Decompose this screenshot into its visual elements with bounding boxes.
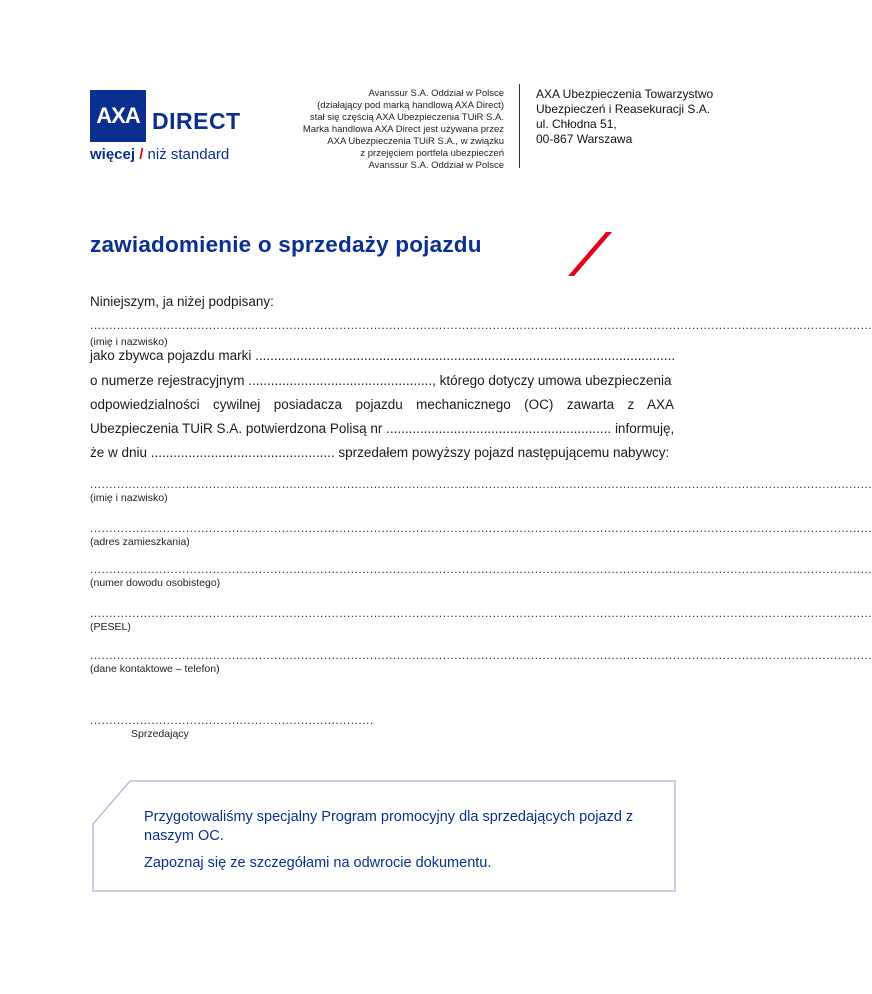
header-divider (519, 84, 520, 168)
intro-text: Niniejszym, ja niżej podpisany: (90, 294, 274, 309)
buyer-name-field[interactable]: ............................................................................................................................................................................................................ (90, 477, 872, 491)
seller-name-caption: (imię i nazwisko) (90, 336, 168, 348)
axa-logo-mark: AXA (90, 90, 146, 142)
buyer-pesel-caption: (PESEL) (90, 621, 131, 633)
document-title: zawiadomienie o sprzedaży pojazdu (90, 232, 482, 257)
policy-number-line[interactable]: Ubezpieczenia TUiR S.A. potwierdzona Polisą nr ............................................................ informuję, (90, 421, 675, 436)
buyer-phone-caption: (dane kontaktowe – telefon) (90, 663, 220, 675)
company-history-note: Avanssur S.A. Oddział w Polsce (działający pod marką handlową AXA Direct) stał się częścią AXA Ubezpieczenia TUiR S.A. Marka handlowa AXA Direct jest używana przez AXA Ubezpieczenia TUiR S.A., w związku z przejęciem portfela ubezpieczeń Avanssur S.A. Oddział w Polsce (302, 88, 504, 171)
oc-insurance-text: odpowiedzialności cywilnej posiadacza pojazdu mechanicznego (OC) zawarta z AXA (90, 397, 674, 412)
buyer-name-caption: (imię i nazwisko) (90, 492, 168, 504)
seller-name-field[interactable]: ............................................................................................................................................................................................................ (90, 318, 872, 332)
promo-text (144, 808, 664, 873)
logo-wordmark: DIRECT (152, 108, 241, 134)
buyer-id-field[interactable]: ............................................................................................................................................................................................................ (90, 562, 872, 576)
sale-date-line[interactable]: że w dniu ................................................. sprzedałem powyższy pojazd następującemu nabywcy: (90, 445, 670, 460)
promo-box (92, 780, 676, 892)
red-slash-icon (566, 232, 618, 276)
promo-line-2: Zapoznaj się ze szczegółami na odwrocie dokumentu. (144, 855, 492, 871)
seller-signature-field[interactable]: .......................................................................... (90, 713, 374, 727)
buyer-pesel-field[interactable]: ............................................................................................................................................................................................................ (90, 606, 872, 620)
company-address: AXA Ubezpieczenia Towarzystwo Ubezpieczeń i Reasekuracji S.A. ul. Chłodna 51, 00-867 Warszawa (536, 87, 714, 146)
vehicle-brand-line[interactable]: jako zbywca pojazdu marki ................................................................................................................ (90, 348, 676, 363)
buyer-phone-field[interactable]: ............................................................................................................................................................................................................ (90, 648, 872, 662)
registration-number-line[interactable]: o numerze rejestracyjnym ................................................., którego dotyczy umowa ubezpieczenia (90, 373, 672, 388)
axa-direct-logo (90, 90, 252, 164)
logo-tagline: więcej / niż standard (90, 146, 230, 163)
seller-signature-label: Sprzedający (131, 728, 189, 740)
buyer-address-field[interactable]: ............................................................................................................................................................................................................ (90, 521, 872, 535)
buyer-id-caption: (numer dowodu osobistego) (90, 577, 221, 589)
promo-line-1: Przygotowaliśmy specjalny Program promocyjny dla sprzedających pojazd z naszym OC. (144, 809, 634, 844)
buyer-address-caption: (adres zamieszkania) (90, 536, 190, 548)
